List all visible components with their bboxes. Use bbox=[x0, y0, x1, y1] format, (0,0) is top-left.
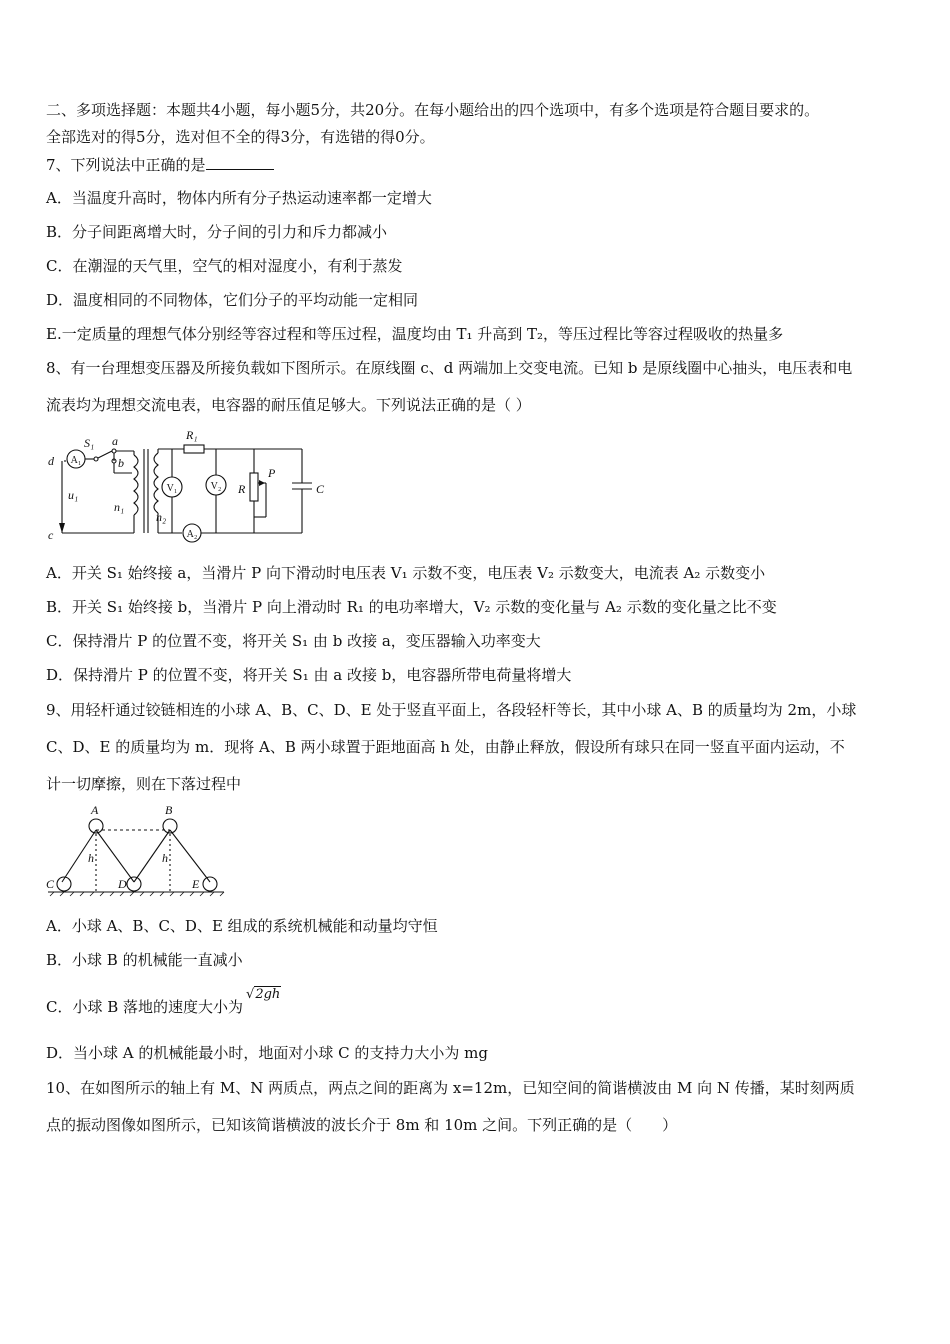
sqrt-sign-icon: √ bbox=[246, 987, 255, 1002]
ball-label-e: E bbox=[192, 877, 200, 891]
q7-option-c: C．在潮湿的天气里，空气的相对湿度小，有利于蒸发 bbox=[46, 257, 403, 275]
ball-label-c: C bbox=[46, 877, 55, 891]
answer-blank bbox=[206, 155, 274, 170]
label-r: R bbox=[238, 482, 246, 496]
q7-stem-text: 7、下列说法中正确的是 bbox=[46, 156, 206, 174]
q9-option-d: D．当小球 A 的机械能最小时，地面对小球 C 的支持力大小为 mg bbox=[46, 1044, 489, 1062]
q8-option-b: B．开关 S₁ 始终接 b，当滑片 P 向上滑动时 R₁ 的电功率增大，V₂ 示数的变化量与 A₂ 示数的变化量之比不变 bbox=[46, 598, 777, 616]
section-header-line1: 二、多项选择题：本题共4小题，每小题5分，共20分。在每小题给出的四个选项中，有多个选项是符合题目要求的。 bbox=[46, 101, 820, 119]
meter-a2: A₂ bbox=[186, 529, 198, 540]
q9-option-a: A．小球 A、B、C、D、E 组成的系统机械能和动量均守恒 bbox=[46, 917, 438, 935]
q9-stem-line2: C、D、E 的质量均为 m．现将 A、B 两小球置于距地面高 h 处，由静止释放，假设所有球只在同一竖直平面内运动，不 bbox=[46, 738, 845, 756]
label-b: b bbox=[118, 456, 124, 470]
ball-label-b: B bbox=[165, 803, 173, 817]
q7-option-d: D．温度相同的不同物体，它们分子的平均动能一定相同 bbox=[46, 291, 419, 309]
q8-option-d: D．保持滑片 P 的位置不变，将开关 S₁ 由 a 改接 b，电容器所带电荷量将增大 bbox=[46, 666, 572, 684]
label-a: a bbox=[112, 434, 118, 448]
q7-option-e: E.一定质量的理想气体分别经等容过程和等压过程，温度均由 T₁ 升高到 T₂，等压过程比等容过程吸收的热量多 bbox=[46, 325, 784, 343]
linked-balls-diagram bbox=[44, 800, 229, 900]
q8-stem-line2: 流表均为理想交流电表，电容器的耐压值足够大。下列说法正确的是（ ） bbox=[46, 396, 531, 414]
q10-stem-line1: 10、在如图所示的轴上有 M、N 两质点，两点之间的距离为 x=12m，已知空间的简谐横波由 M 向 N 传播，某时刻两质 bbox=[46, 1079, 855, 1097]
label-p: P bbox=[268, 466, 276, 480]
q8-stem-line1: 8、有一台理想变压器及所接负载如下图所示。在原线圈 c、d 两端加上交变电流。已知 b 是原线圈中心抽头，电压表和电 bbox=[46, 359, 853, 377]
q10-stem-line2: 点的振动图像如图所示，已知该简谐横波的波长介于 8m 和 10m 之间。下列正确的是（ ） bbox=[46, 1116, 678, 1134]
label-u1: u₁ bbox=[68, 488, 79, 502]
sqrt-radicand: 2gh bbox=[255, 987, 281, 1002]
ball-label-d: D bbox=[118, 877, 127, 891]
label-c: c bbox=[48, 528, 54, 542]
q9-option-c bbox=[46, 987, 916, 1019]
q7-stem bbox=[46, 155, 916, 175]
ball-label-a: A bbox=[91, 803, 99, 817]
q9-option-b: B．小球 B 的机械能一直减小 bbox=[46, 951, 243, 969]
meter-v1: V₁ bbox=[166, 483, 178, 494]
q7-option-b: B．分子间距离增大时，分子间的引力和斥力都减小 bbox=[46, 223, 388, 241]
q9-stem-line3: 计一切摩擦，则在下落过程中 bbox=[46, 775, 242, 793]
meter-a1: A₁ bbox=[70, 455, 82, 466]
q7-option-a: A．当温度升高时，物体内所有分子热运动速率都一定增大 bbox=[46, 189, 432, 207]
label-capacitor: C bbox=[316, 482, 325, 496]
label-n2: n₂ bbox=[156, 510, 167, 524]
height-label-1: h bbox=[88, 851, 94, 865]
height-label-2: h bbox=[162, 851, 168, 865]
label-s1: S₁ bbox=[84, 436, 95, 450]
q8-option-c: C．保持滑片 P 的位置不变，将开关 S₁ 由 b 改接 a，变压器输入功率变大 bbox=[46, 632, 541, 650]
label-n1: n₁ bbox=[114, 500, 125, 514]
section-header-line2: 全部选对的得5分，选对但不全的得3分，有选错的得0分。 bbox=[46, 128, 435, 146]
label-r1: R₁ bbox=[186, 428, 198, 442]
q9-option-c-text: C．小球 B 落地的速度大小为 bbox=[46, 998, 244, 1016]
transformer-circuit-diagram bbox=[44, 425, 344, 550]
q9-stem-line1: 9、用轻杆通过铰链相连的小球 A、B、C、D、E 处于竖直平面上，各段轻杆等长，其中小球 A、B 的质量均为 2m，小球 bbox=[46, 701, 857, 719]
sqrt-formula bbox=[246, 984, 281, 1002]
meter-v2: V₂ bbox=[210, 481, 222, 492]
q8-option-a: A．开关 S₁ 始终接 a，当滑片 P 向下滑动时电压表 V₁ 示数不变，电压表 V₂ 示数变大，电流表 A₂ 示数变小 bbox=[46, 564, 766, 582]
label-d: d bbox=[48, 454, 54, 468]
